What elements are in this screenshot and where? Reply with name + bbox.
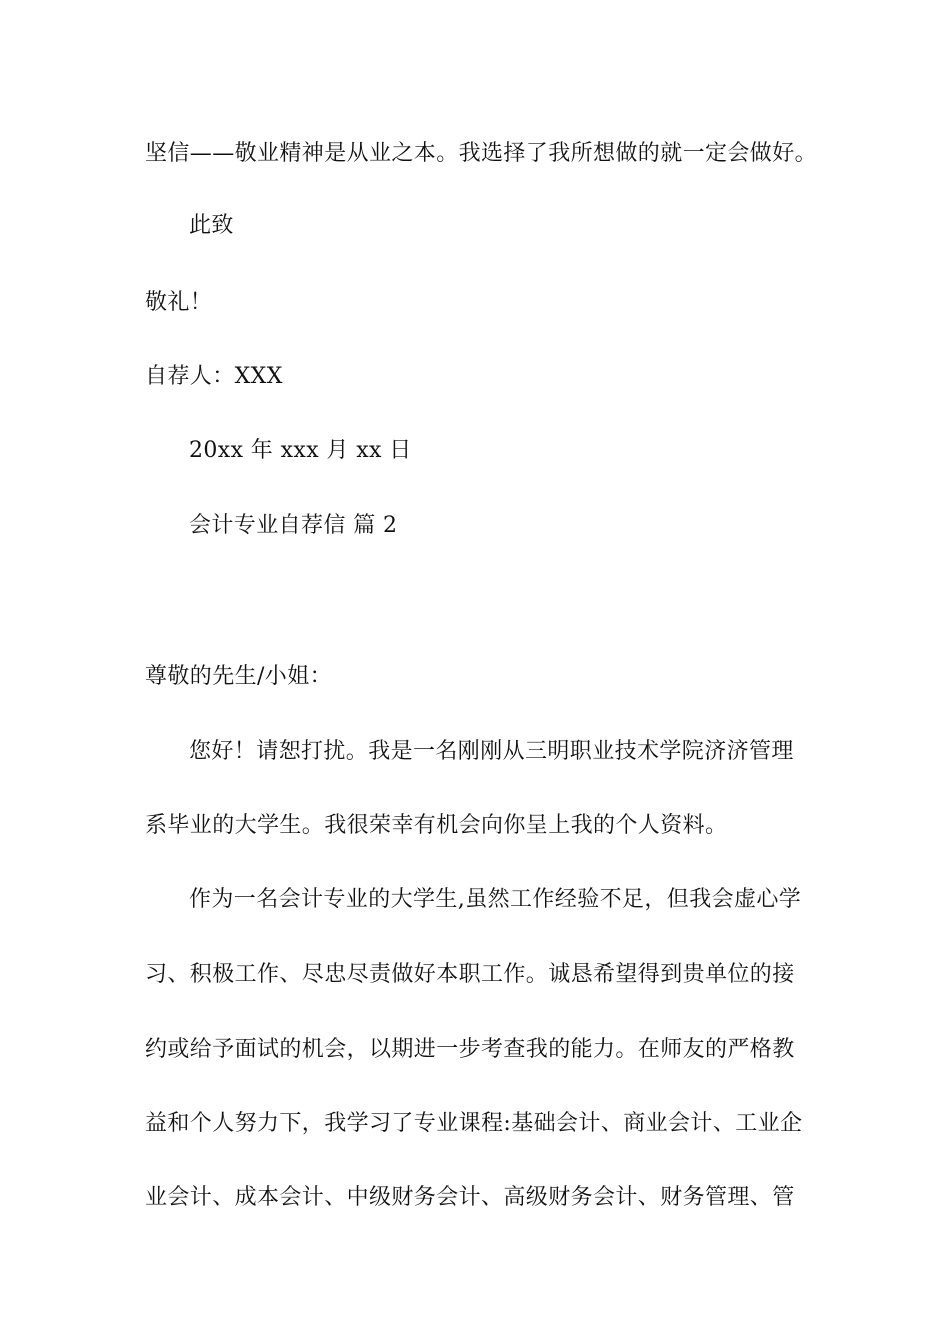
paragraph-line: 系毕业的大学生。我很荣幸有机会向你呈上我的个人资料。 xyxy=(145,813,728,838)
salutation: 此致 xyxy=(189,213,234,238)
paragraph-line: 约或给予面试的机会，以期进一步考查我的能力。在师友的严格教 xyxy=(145,1037,795,1062)
regards: 敬礼！ xyxy=(145,290,213,315)
paragraph-line: 业会计、成本会计、中级财务会计、高级财务会计、财务管理、管 xyxy=(145,1185,795,1210)
paragraph-line: 作为一名会计专业的大学生,虽然工作经验不足，但我会虚心学 xyxy=(189,887,802,912)
closing-text: 坚信——敬业精神是从业之本。我选择了我所想做的就一定会做好。 xyxy=(145,141,818,166)
greeting: 尊敬的先生/小姐： xyxy=(145,664,333,689)
paragraph-line: 益和个人努力下，我学习了专业课程:基础会计、商业会计、工业企 xyxy=(145,1111,803,1136)
section-heading: 会计专业自荐信 篇 2 xyxy=(189,513,398,538)
paragraph-line: 您好！请恕打扰。我是一名刚刚从三明职业技术学院济济管理 xyxy=(189,739,794,764)
signer: 自荐人：XXX xyxy=(145,364,283,389)
paragraph-line: 习、积极工作、尽忠尽责做好本职工作。诚恳希望得到贵单位的接 xyxy=(145,962,795,987)
date: 20xx 年 xxx 月 xx 日 xyxy=(189,438,412,463)
